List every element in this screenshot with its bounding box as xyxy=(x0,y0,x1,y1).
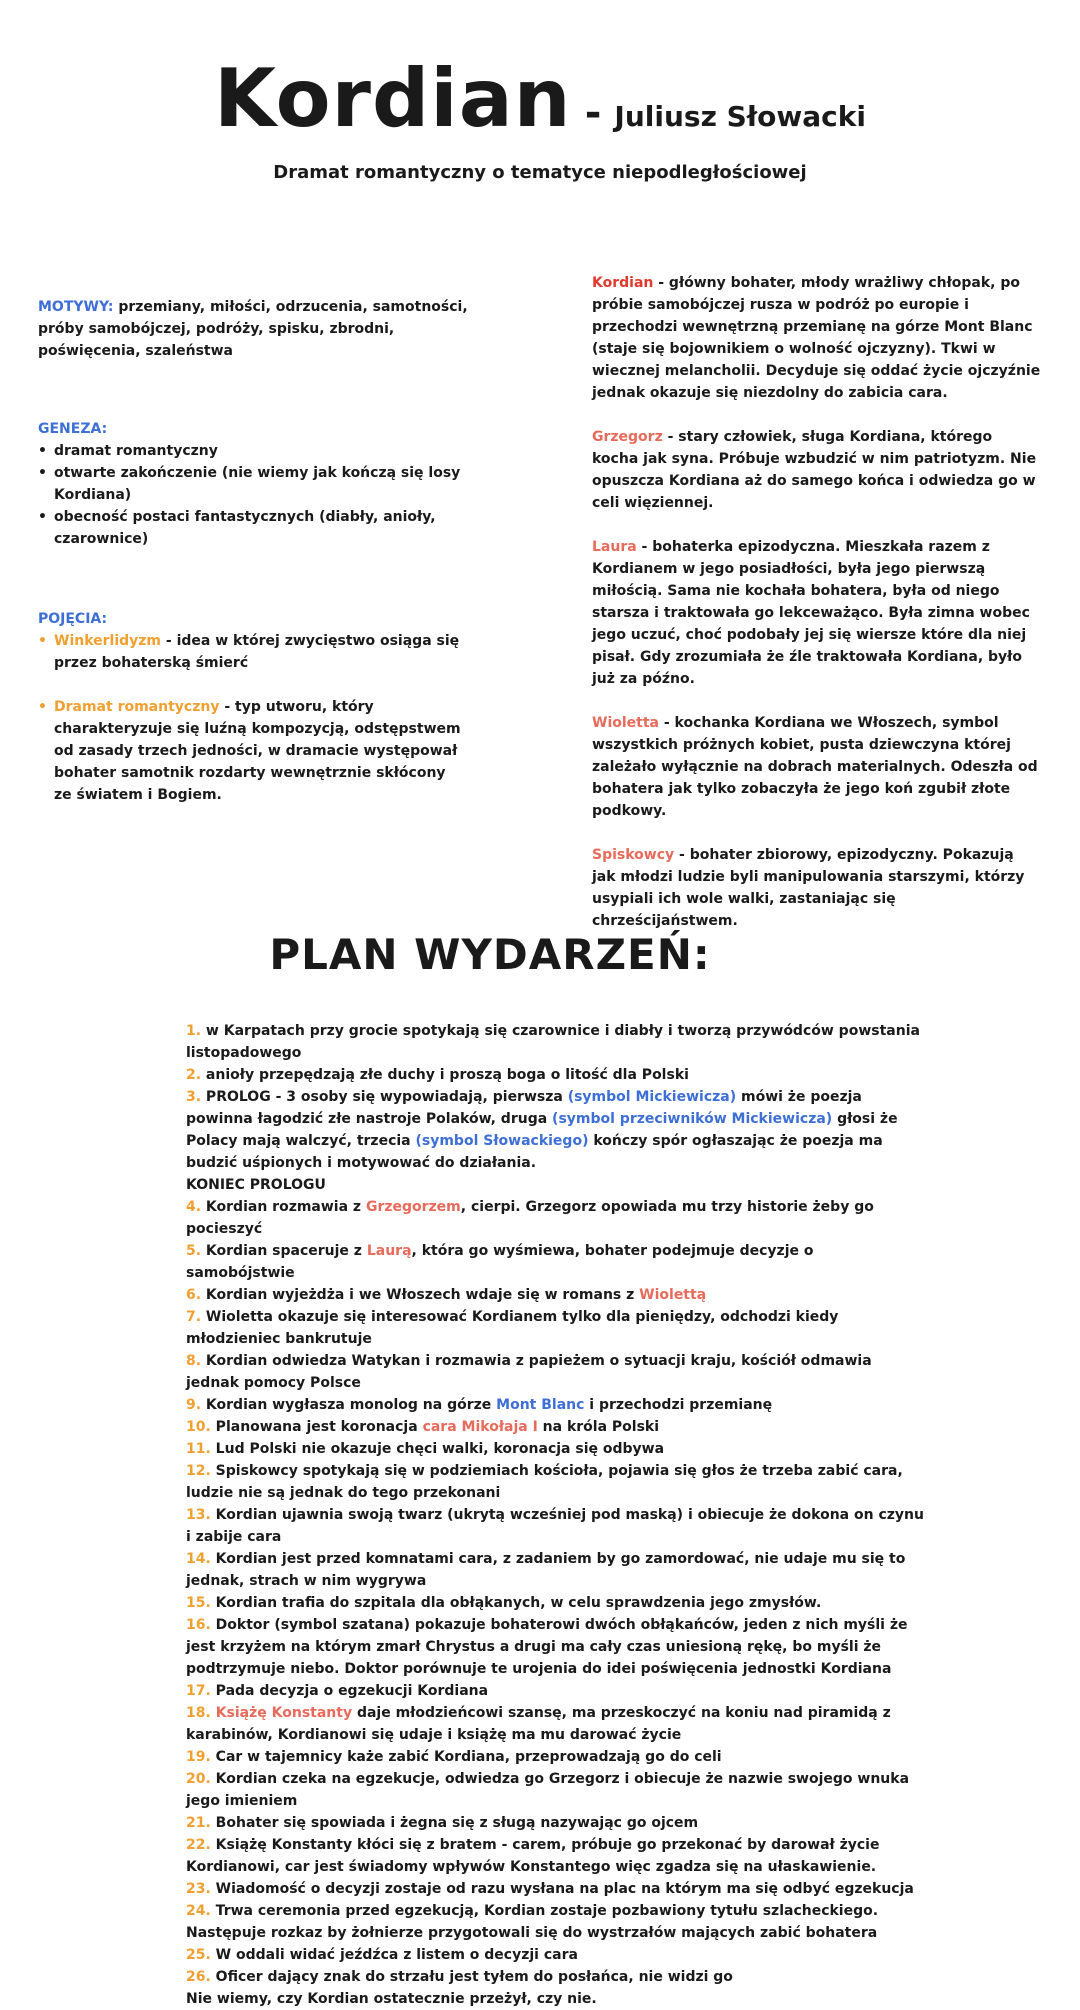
character-desc: - kochanka Kordiana we Włoszech, symbol wszystkich próżnych kobiet, pusta dziewczyna której zależało wyłącznie na dobrach materialnych. Odeszła od bohatera jak tylko zobaczyła że jego koń zgubił złote podkowy. xyxy=(592,715,1038,819)
plan-event xyxy=(186,1196,926,1240)
event-text: mówi że poezja powinna łagodzić złe nastroje Polaków, druga xyxy=(186,1089,862,1127)
plan-event xyxy=(186,1768,926,1812)
definition: - typ utworu, który charakteryzuje się luźną kompozycją, odstępstwem od zasady trzech jedności, w dramacie występował bohater samotnik rozdarty wewnętrznie skłócony ze światem i Bogiem. xyxy=(54,699,461,803)
plan-event xyxy=(186,1394,926,1416)
character-desc: - bohater zbiorowy, epizodyczny. Pokazują jak młodzi ludzie byli manipulowania starszymi, którzy usypiali ich wole walki, zastaniając się chrześcijaństwem. xyxy=(592,847,1025,929)
event-number: 1. xyxy=(186,1023,202,1039)
event-highlight: Książę Konstanty xyxy=(215,1705,353,1721)
geneza-section xyxy=(38,418,468,550)
event-number: 3. xyxy=(186,1089,202,1105)
geneza-label: GENEZA: xyxy=(38,421,108,437)
pojecia-section xyxy=(38,608,468,828)
character-entry xyxy=(592,426,1042,514)
event-number: 5. xyxy=(186,1243,202,1259)
event-number: 11. xyxy=(186,1441,211,1457)
plan-event xyxy=(186,1086,926,1174)
plan-event xyxy=(186,1834,926,1878)
event-number: 18. xyxy=(186,1705,211,1721)
plan-event xyxy=(186,1592,926,1614)
event-text: Kordian rozmawia z xyxy=(201,1199,366,1215)
list-item xyxy=(54,696,468,806)
plan-event xyxy=(186,1746,926,1768)
event-number: 23. xyxy=(186,1881,211,1897)
term: Winkerlidyzm xyxy=(54,633,162,649)
event-text: głosi że Polacy mają walczyć, trzecia xyxy=(186,1111,898,1149)
event-text: Pada decyzja o egzekucji Kordiana xyxy=(210,1683,489,1699)
event-highlight: Grzegorzem xyxy=(365,1199,461,1215)
page-title: Kordian xyxy=(214,52,572,145)
event-text: Wiadomość o decyzji zostaje od razu wysłana na plac na którym ma się odbyć egzekucja xyxy=(210,1881,914,1897)
plan-event xyxy=(186,1438,926,1460)
title-row xyxy=(0,52,1080,145)
event-number: 13. xyxy=(186,1507,211,1523)
event-number: 9. xyxy=(186,1397,202,1413)
event-number: 8. xyxy=(186,1353,202,1369)
character-entry xyxy=(592,844,1042,932)
character-desc: - główny bohater, młody wrażliwy chłopak, po próbie samobójczej rusza w podróż po europie i przechodzi wewnętrzną przemianę na górze Mont Blanc (staje się bojownikiem o wolność ojczyzny). Tkwi w wiecznej melancholii. Decyduje się oddać życie ojczyźnie jednak okazuje się niezdolny do zabicia cara. xyxy=(592,275,1041,401)
event-number: 14. xyxy=(186,1551,211,1567)
plan-event xyxy=(186,1416,926,1438)
event-text: W oddali widać jeźdźca z listem o decyzji cara xyxy=(210,1947,578,1963)
plan-event xyxy=(186,1504,926,1548)
event-highlight: cara Mikołaja I xyxy=(422,1419,538,1435)
event-text: w Karpatach przy grocie spotykają się czarownice i diabły i tworzą przywódców powstania listopadowego xyxy=(186,1023,920,1061)
event-text: Oficer dający znak do strzału jest tyłem do posłańca, nie widzi go xyxy=(210,1969,733,1985)
author-name: Juliusz Słowacki xyxy=(614,100,866,133)
event-highlight: Mont Blanc xyxy=(496,1397,585,1413)
event-text: , cierpi. Grzegorz opowiada mu trzy historie żeby go pocieszyć xyxy=(186,1199,874,1237)
event-text: Car w tajemnicy każe zabić Kordiana, przeprowadzają go do celi xyxy=(210,1749,722,1765)
event-number: 7. xyxy=(186,1309,202,1325)
plan-event xyxy=(186,1680,926,1702)
event-text: KONIEC PROLOGU xyxy=(186,1177,326,1193)
plan-event xyxy=(186,1944,926,1966)
event-text: Kordian jest przed komnatami cara, z zadaniem by go zamordować, nie udaje mu się to jednak, strach w nim wygrywa xyxy=(186,1551,906,1589)
event-highlight: (symbol przeciwników Mickiewicza) xyxy=(552,1111,833,1127)
character-entry xyxy=(592,712,1042,822)
list-item: • otwarte zakończenie (nie wiemy jak kończą się losy Kordiana) xyxy=(54,462,468,506)
list-item: • dramat romantyczny xyxy=(54,440,468,462)
event-text: Kordian spaceruje z xyxy=(201,1243,367,1259)
character-desc: - bohaterka epizodyczna. Mieszkała razem z Kordianem w jego posiadłości, była jego pierwszą miłością. Sama nie kochała bohatera, była od niego starsza i traktowała go lekceważąco. Była zimna wobec jego uczuć, choć podobały jej się wiersze które dla niej pisał. Gdy zrozumiała że źle traktowała Kordiana, było już za późno. xyxy=(592,539,1030,687)
pojecia-list xyxy=(38,630,468,806)
plan-event xyxy=(186,1812,926,1834)
character-name: Wioletta xyxy=(592,715,659,731)
event-text: , która go wyśmiewa, bohater podejmuje decyzje o samobójstwie xyxy=(186,1243,814,1281)
list-item: • obecność postaci fantastycznych (diabły, anioły, czarownice) xyxy=(54,506,468,550)
plan-event xyxy=(186,1064,926,1086)
event-text: Lud Polski nie okazuje chęci walki, koronacja się odbywa xyxy=(210,1441,665,1457)
event-text: PROLOG - 3 osoby się wypowiadają, pierwsza xyxy=(201,1089,568,1105)
event-text: Kordian odwiedza Watykan i rozmawia z papieżem o sytuacji kraju, kościół odmawia jednak pomocy Polsce xyxy=(186,1353,872,1391)
motywy-label: MOTYWY: xyxy=(38,299,114,315)
event-text: na króla Polski xyxy=(537,1419,660,1435)
character-name: Kordian xyxy=(592,275,654,291)
event-number: 19. xyxy=(186,1749,211,1765)
motywy-text: przemiany, miłości, odrzucenia, samotności, próby samobójczej, podróży, spisku, zbrodni, poświęcenia, szaleństwa xyxy=(38,299,468,359)
event-number: 12. xyxy=(186,1463,211,1479)
geneza-list xyxy=(38,440,468,550)
plan-event xyxy=(186,1460,926,1504)
plan-event xyxy=(186,1306,926,1350)
title-dash: - xyxy=(584,90,602,136)
plan-title: PLAN WYDARZEŃ: xyxy=(269,930,711,979)
event-highlight: Wiolettą xyxy=(639,1287,707,1303)
event-text: Książę Konstanty kłóci się z bratem - carem, próbuje go przekonać by darował życie Kordianowi, car jest świadomy wpływów Konstantego więc zgadza się na ułaskawienie. xyxy=(186,1837,880,1875)
event-number: 26. xyxy=(186,1969,211,1985)
event-text: Wioletta okazuje się interesować Kordianem tylko dla pieniędzy, odchodzi kiedy młodzieniec bankrutuje xyxy=(186,1309,839,1347)
event-text: Spiskowcy spotykają się w podziemiach kościoła, pojawia się głos że trzeba zabić cara, ludzie nie są jednak do tego przekonani xyxy=(186,1463,903,1501)
event-text: Planowana jest koronacja xyxy=(210,1419,423,1435)
plan-event xyxy=(186,1350,926,1394)
event-number: 2. xyxy=(186,1067,202,1083)
character-entry xyxy=(592,536,1042,690)
event-number: 6. xyxy=(186,1287,202,1303)
plan-event xyxy=(186,1240,926,1284)
event-highlight: (symbol Słowackiego) xyxy=(415,1133,589,1149)
list-item xyxy=(54,630,468,674)
event-text: anioły przepędzają złe duchy i proszą boga o litość dla Polski xyxy=(201,1067,689,1083)
definition: - idea w której zwycięstwo osiąga się przez bohaterską śmierć xyxy=(54,633,460,671)
plan-list xyxy=(186,1020,926,2010)
plan-event xyxy=(186,1702,926,1746)
event-text: Kordian trafia do szpitala dla obłąkanych, w celu sprawdzenia jego zmysłów. xyxy=(210,1595,822,1611)
term: Dramat romantyczny xyxy=(54,699,220,715)
event-number: 20. xyxy=(186,1771,211,1787)
plan-event xyxy=(186,1878,926,1900)
characters-section xyxy=(592,272,1042,954)
event-number: 10. xyxy=(186,1419,211,1435)
character-desc: - stary człowiek, sługa Kordiana, którego kocha jak syna. Próbuje wzbudzić w nim patriotyzm. Nie opuszcza Kordiana aż do samego końca i odwiedza go w celi więziennej. xyxy=(592,429,1037,511)
event-number: 25. xyxy=(186,1947,211,1963)
event-text: i przechodzi przemianę xyxy=(584,1397,773,1413)
event-text: Kordian czeka na egzekucje, odwiedza go Grzegorz i obiecuje że nazwie swojego wnuka jego imieniem xyxy=(186,1771,910,1809)
event-number: 15. xyxy=(186,1595,211,1611)
plan-event xyxy=(186,1614,926,1680)
character-name: Grzegorz xyxy=(592,429,663,445)
character-name: Spiskowcy xyxy=(592,847,675,863)
pojecia-label: POJĘCIA: xyxy=(38,611,108,627)
event-text: Nie wiemy, czy Kordian ostatecznie przeżył, czy nie. xyxy=(186,1991,597,2007)
event-text: kończy spór ogłaszając że poezja ma budzić uśpionych i motywować do działania. xyxy=(186,1133,883,1171)
plan-event xyxy=(186,1284,926,1306)
event-number: 17. xyxy=(186,1683,211,1699)
plan-event xyxy=(186,1900,926,1944)
event-text: Kordian ujawnia swoją twarz (ukrytą wcześniej pod maską) i obiecuje że dokona on czynu i zabije cara xyxy=(186,1507,924,1545)
event-text: Kordian wyjeżdża i we Włoszech wdaje się w romans z xyxy=(201,1287,640,1303)
character-name: Laura xyxy=(592,539,637,555)
plan-event xyxy=(186,1988,926,2010)
plan-event xyxy=(186,1966,926,1988)
event-highlight: Laurą xyxy=(366,1243,412,1259)
event-text: Kordian wygłasza monolog na górze xyxy=(201,1397,497,1413)
event-text: daje młodzieńcowi szansę, ma przeskoczyć na koniu nad piramidą z karabinów, Kordianowi się udaje i książę ma mu darować życie xyxy=(186,1705,891,1743)
event-number: 4. xyxy=(186,1199,202,1215)
event-text: Doktor (symbol szatana) pokazuje bohaterowi dwóch obłąkańców, jeden z nich myśli że jest krzyżem na którym zmarł Chrystus a drugi ma cały czas uniesioną rękę, bo myśli że podtrzymuje niebo. Doktor porównuje te urojenia do idei poświęcenia jednostki Kordiana xyxy=(186,1617,908,1677)
plan-event xyxy=(186,1548,926,1592)
event-highlight: (symbol Mickiewicza) xyxy=(567,1089,737,1105)
event-number: 22. xyxy=(186,1837,211,1853)
event-number: 24. xyxy=(186,1903,211,1919)
event-number: 16. xyxy=(186,1617,211,1633)
character-entry xyxy=(592,272,1042,404)
subtitle: Dramat romantyczny o tematyce niepodległościowej xyxy=(273,162,807,183)
plan-event xyxy=(186,1020,926,1064)
event-text: Bohater się spowiada i żegna się z sługą nazywając go ojcem xyxy=(210,1815,699,1831)
event-text: Trwa ceremonia przed egzekucją, Kordian zostaje pozbawiony tytułu szlacheckiego. Następuje rozkaz by żołnierze przygotowali się do wystrzałów mających zabić bohatera xyxy=(186,1903,879,1941)
motywy-section xyxy=(38,296,468,362)
event-number: 21. xyxy=(186,1815,211,1831)
plan-event xyxy=(186,1174,926,1196)
